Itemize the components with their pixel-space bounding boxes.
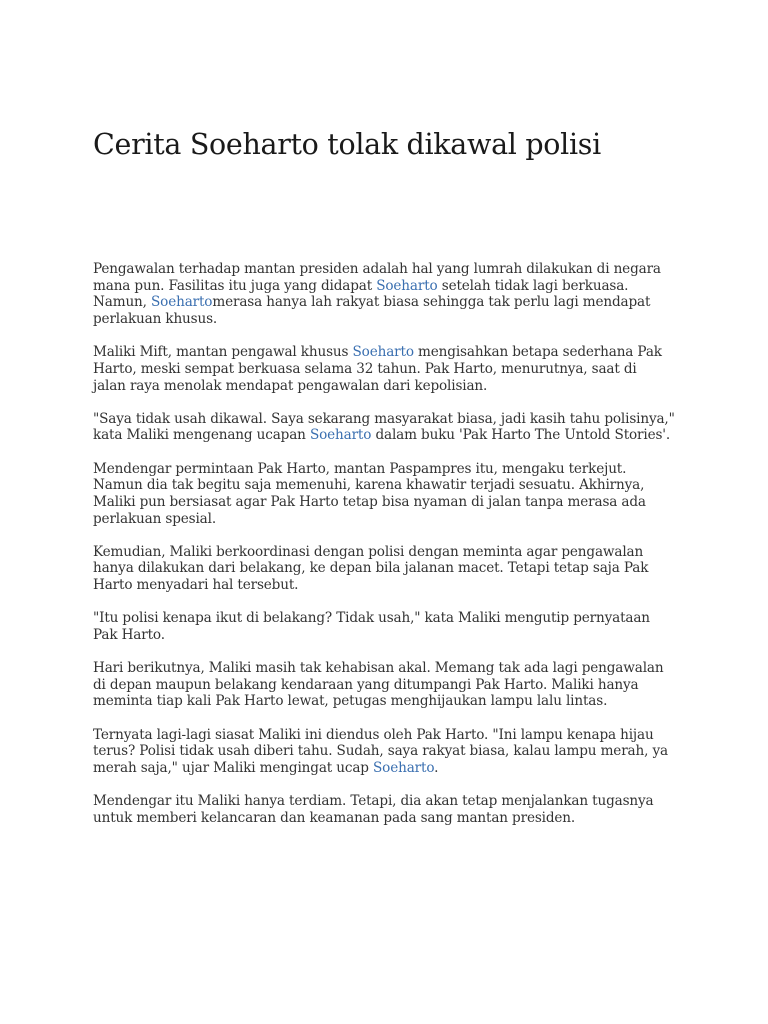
article-title: Cerita Soeharto tolak dikawal polisi [93,128,601,161]
soeharto-link[interactable]: Soeharto [376,277,438,294]
paragraph-line [93,760,678,777]
paragraph-line [93,411,678,428]
paragraph-line [93,627,678,644]
paragraph-text: "Saya tidak usah dikawal. Saya sekarang masyarakat biasa, jadi kasih tahu polisinya," [93,410,675,427]
paragraph-line [93,693,678,710]
paragraph-text: setelah tidak lagi berkuasa. [437,277,629,294]
paragraph-line [93,793,678,810]
paragraph-text: perlakuan spesial. [93,510,216,527]
article-paragraph [93,411,678,444]
paragraph-line [93,461,678,478]
paragraph-text: mengisahkan betapa sederhana Pak [413,344,662,361]
paragraph-text: merasa hanya lah rakyat biasa sehingga tak perlu lagi mendapat [212,294,651,311]
paragraph-line [93,560,678,577]
article-paragraph [93,727,678,777]
paragraph-text: di depan maupun belakang kendaraan yang ditumpangi Pak Harto. Maliki hanya [93,676,639,693]
paragraph-line [93,311,678,328]
paragraph-text: Hari berikutnya, Maliki masih tak kehabisan akal. Memang tak ada lagi pengawalan [93,660,664,676]
paragraph-text: mana pun. Fasilitas itu juga yang didapat [93,277,377,294]
paragraph-text: Pak Harto. [93,626,165,643]
paragraph-line [93,378,678,395]
soeharto-link[interactable]: Soeharto [373,759,435,776]
article-paragraph [93,544,678,594]
paragraph-line [93,544,678,561]
article-paragraph [93,660,678,710]
paragraph-line [93,344,678,361]
paragraph-line [93,610,678,627]
paragraph-text: terus? Polisi tidak usah diberi tahu. Sudah, saya rakyat biasa, kalau lampu merah, ya [93,743,668,760]
paragraph-text: Pengawalan terhadap mantan presiden adalah hal yang lumrah dilakukan di negara [93,261,661,277]
paragraph-text: Namun dia tak begitu saja memenuhi, karena khawatir terjadi sesuatu. Akhirnya, [93,477,645,494]
soeharto-link[interactable]: Soeharto [352,344,414,361]
article-body [93,261,678,843]
paragraph-text: Maliki Mift, mantan pengawal khusus [93,344,353,361]
paragraph-text: Namun, [93,294,151,311]
paragraph-line [93,577,678,594]
soeharto-link[interactable]: Soeharto [309,427,372,444]
paragraph-text: untuk memberi kelancaran dan keamanan pada sang mantan presiden. [93,809,576,826]
paragraph-line [93,743,678,760]
article-paragraph [93,461,678,528]
paragraph-text: Maliki pun bersiasat agar Pak Harto tetap bisa nyaman di jalan tanpa merasa ada [93,493,646,510]
article-paragraph [93,261,678,328]
article-paragraph [93,344,678,394]
paragraph-line [93,727,678,744]
paragraph-line [93,261,678,278]
paragraph-line [93,427,678,444]
paragraph-text: "Itu polisi kenapa ikut di belakang? Tidak usah," kata Maliki mengutip pernyataan [93,610,650,627]
paragraph-line [93,361,678,378]
paragraph-text: Harto menyadari hal tersebut. [93,577,299,594]
paragraph-text: meminta tiap kali Pak Harto lewat, petugas menghijaukan lampu lalu lintas. [93,693,608,710]
paragraph-line [93,660,678,677]
paragraph-text: dalam buku 'Pak Harto The Untold Stories'. [371,427,671,444]
paragraph-line [93,677,678,694]
paragraph-line [93,294,678,311]
soeharto-link[interactable]: Soeharto [151,294,213,311]
paragraph-text: . [434,759,439,776]
paragraph-line [93,511,678,528]
paragraph-text: Mendengar permintaan Pak Harto, mantan Paspampres itu, mengaku terkejut. [93,460,627,477]
paragraph-text: jalan raya menolak mendapat pengawalan dari kepolisian. [93,377,488,394]
paragraph-text: kata Maliki mengenang ucapan [93,427,310,444]
article-paragraph [93,610,678,643]
paragraph-text: Ternyata lagi-lagi siasat Maliki ini diendus oleh Pak Harto. "Ini lampu kenapa hijau [93,726,654,743]
paragraph-text: Mendengar itu Maliki hanya terdiam. Tetapi, dia akan tetap menjalankan tugasnya [93,793,654,809]
paragraph-line [93,494,678,511]
paragraph-text: hanya dilakukan dari belakang, ke depan bila jalanan macet. Tetapi tetap saja Pak [93,560,649,577]
article-paragraph [93,793,678,826]
paragraph-text: Kemudian, Maliki berkoordinasi dengan polisi dengan meminta agar pengawalan [93,543,644,560]
paragraph-line [93,278,678,295]
paragraph-text: merah saja," ujar Maliki mengingat ucap [93,759,374,776]
paragraph-line [93,477,678,494]
paragraph-text: Harto, meski sempat berkuasa selama 32 tahun. Pak Harto, menurutnya, saat di [93,360,637,377]
paragraph-line [93,810,678,827]
paragraph-text: perlakuan khusus. [93,311,218,328]
